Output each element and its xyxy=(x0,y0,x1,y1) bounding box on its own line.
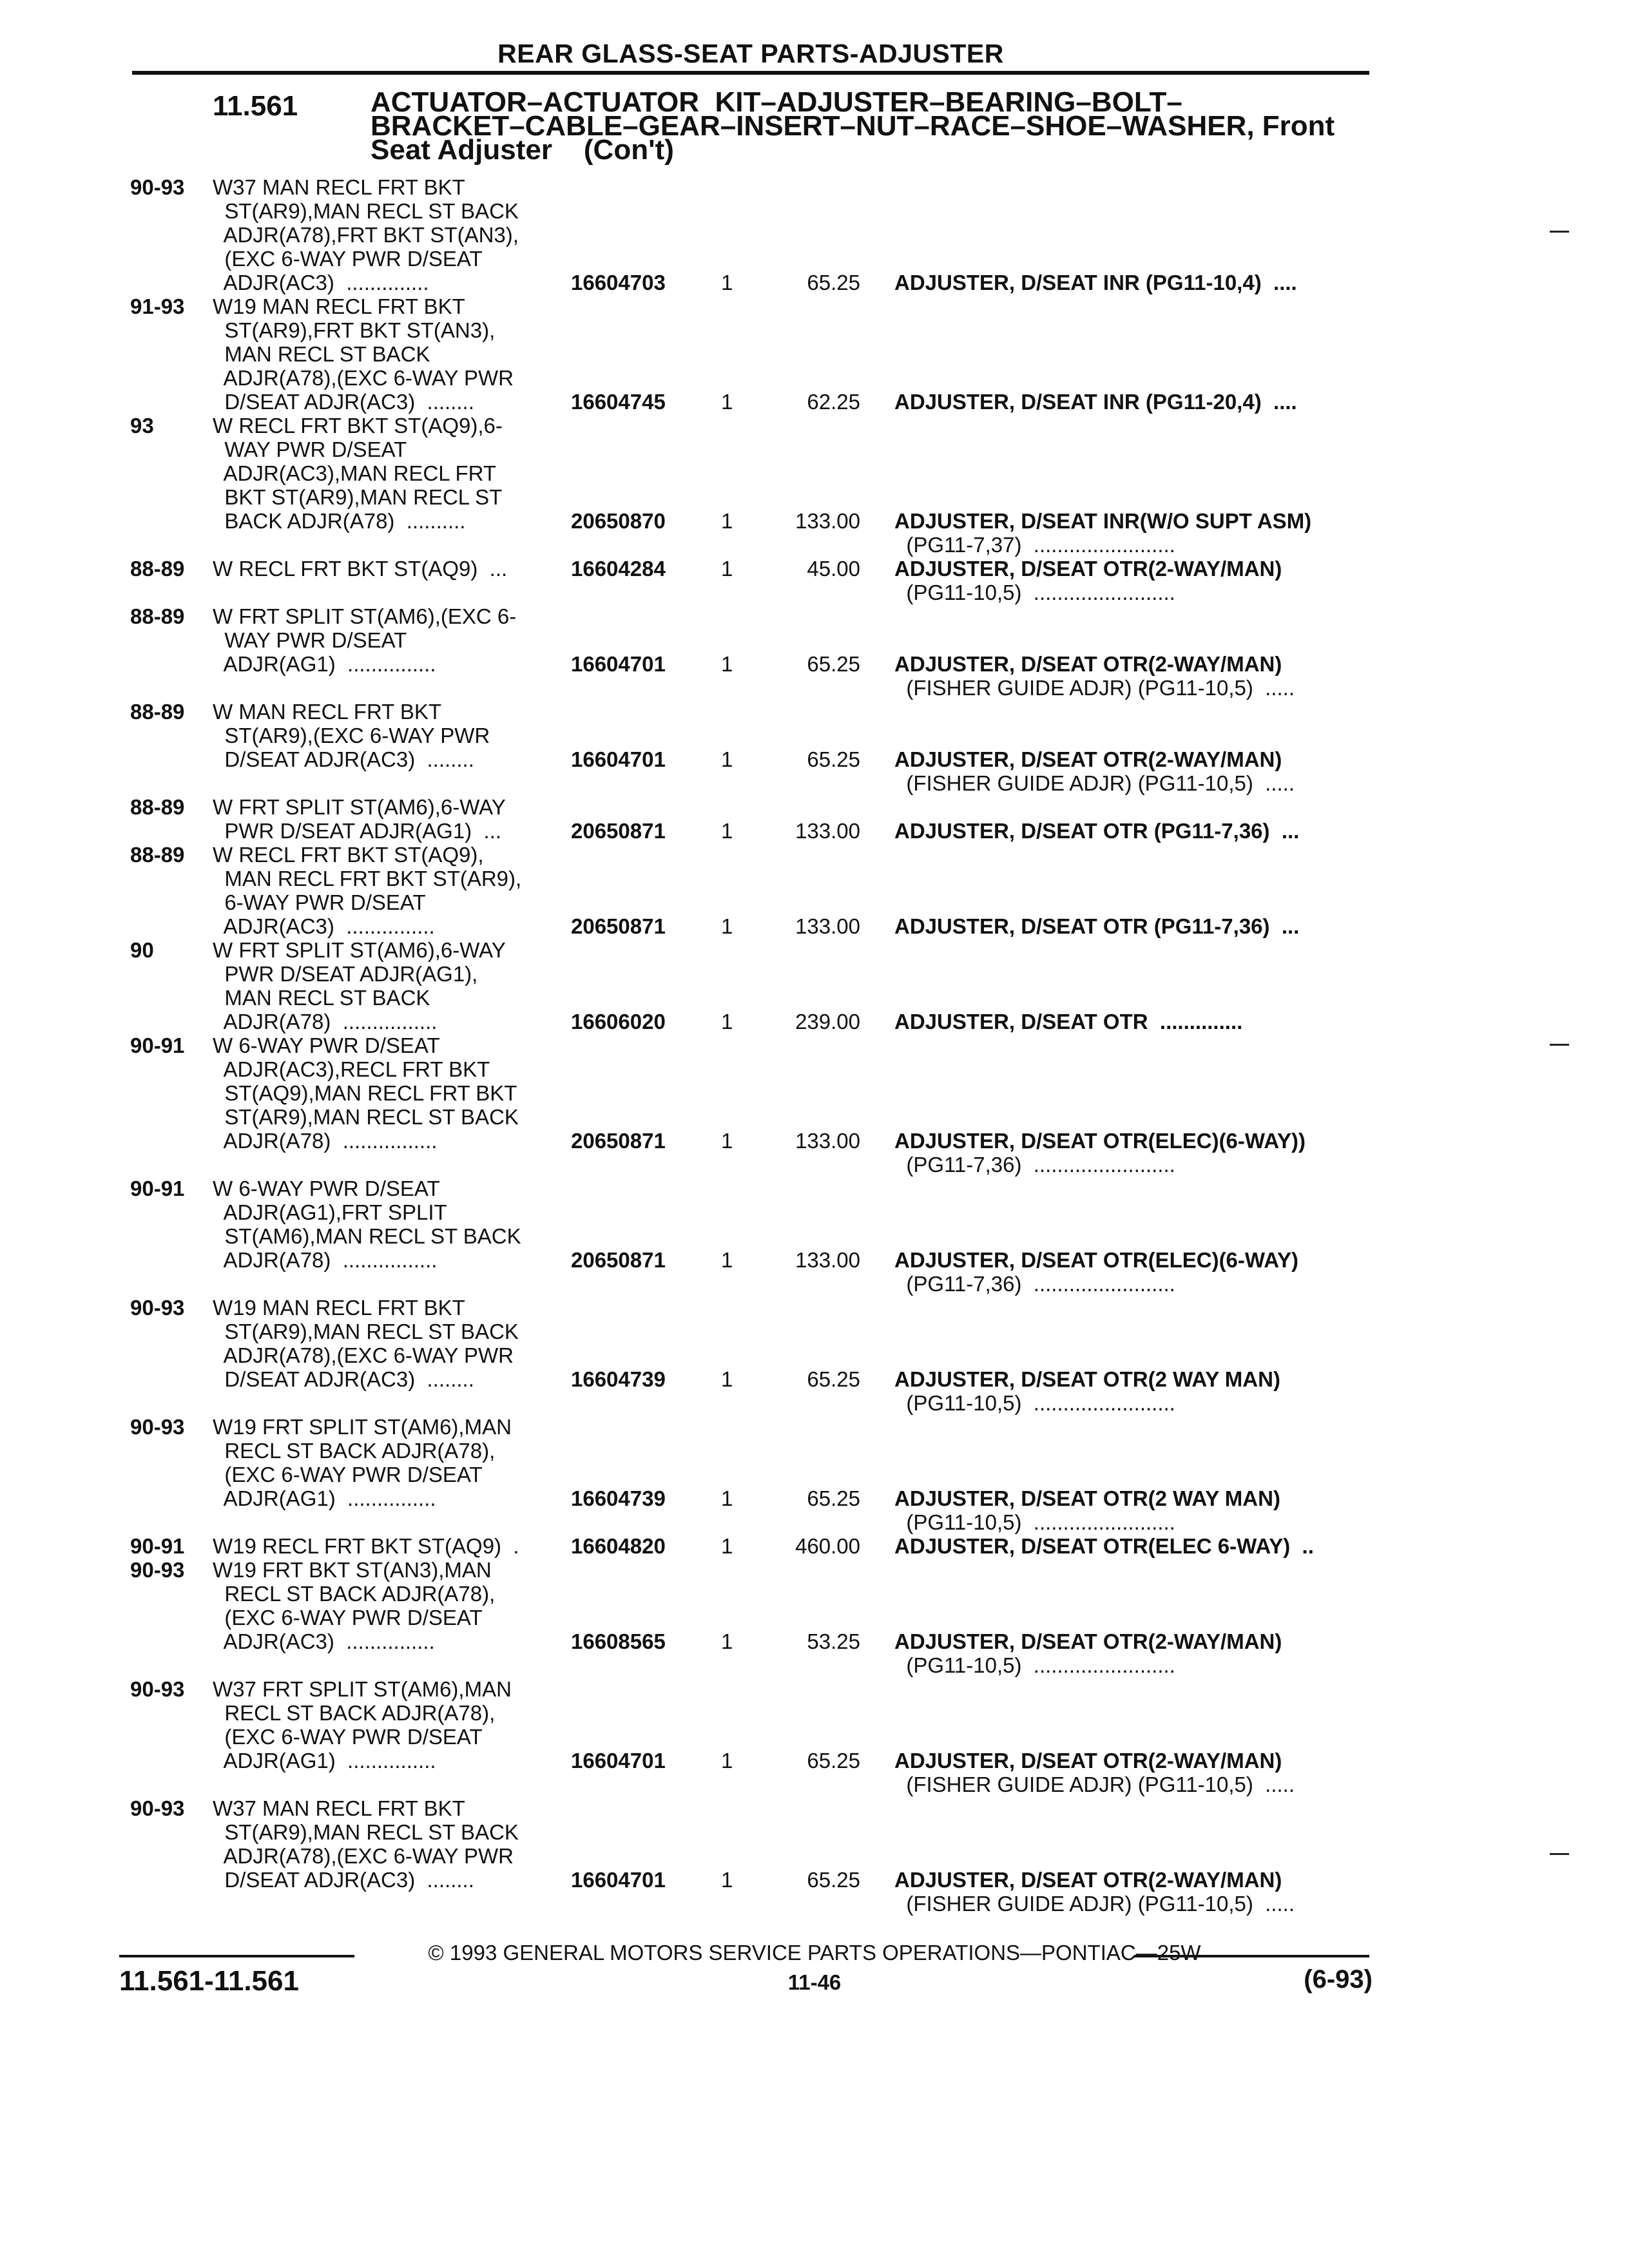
section-title xyxy=(371,86,1335,166)
price: 65.25 xyxy=(807,652,860,676)
line-text: MAN RECL ST BACK xyxy=(213,986,430,1010)
price: 65.25 xyxy=(807,1868,860,1892)
section-number: 11.561 xyxy=(213,90,298,122)
price: 62.25 xyxy=(807,390,860,414)
line-text: (PG11-10,5) ........................ xyxy=(894,1653,1175,1677)
line-text: ADJUSTER, D/SEAT OTR(2-WAY/MAN) xyxy=(894,747,1282,771)
line-text: ADJR(A78),(EXC 6-WAY PWR xyxy=(213,1844,514,1868)
part-number: 16604701 xyxy=(571,652,666,676)
part-number: 16608565 xyxy=(571,1629,666,1653)
line-text: ADJR(A78),FRT BKT ST(AN3), xyxy=(213,223,519,247)
quantity: 1 xyxy=(721,271,733,294)
part-entry xyxy=(0,294,1629,414)
line-text: W 6-WAY PWR D/SEAT xyxy=(213,1033,440,1057)
model-years: 90-93 xyxy=(130,1677,185,1701)
line-text: W RECL FRT BKT ST(AQ9),6- xyxy=(213,414,503,437)
margin-mark xyxy=(1550,231,1569,233)
quantity: 1 xyxy=(721,1367,733,1391)
line-text: ADJR(AC3) ............... xyxy=(213,1629,435,1653)
line-text: W37 MAN RECL FRT BKT xyxy=(213,175,465,199)
part-name xyxy=(894,1248,1298,1296)
model-years: 88-89 xyxy=(130,557,185,581)
usage-description xyxy=(213,1296,519,1391)
line-text: D/SEAT ADJR(AC3) ........ xyxy=(213,1868,474,1892)
part-entry xyxy=(0,1415,1629,1534)
line-text: PWR D/SEAT ADJR(AG1) ... xyxy=(213,819,502,843)
line-text: PWR D/SEAT ADJR(AG1), xyxy=(213,962,478,986)
usage-description xyxy=(213,175,519,294)
line-text: BKT ST(AR9),MAN RECL ST xyxy=(213,485,503,509)
line-text: ADJUSTER, D/SEAT OTR(2-WAY/MAN) xyxy=(894,557,1282,581)
line-text: (PG11-10,5) ........................ xyxy=(894,1391,1175,1415)
line-text: ADJUSTER, D/SEAT OTR(ELEC 6-WAY) .. xyxy=(894,1534,1314,1558)
part-entry xyxy=(0,1558,1629,1677)
line-text: ADJR(AG1) ............... xyxy=(213,1749,436,1773)
line-text: ST(AR9),MAN RECL ST BACK xyxy=(213,199,519,223)
part-name xyxy=(894,509,1311,557)
model-years: 90-91 xyxy=(130,1033,185,1057)
footer-date-code: (6-93) xyxy=(1304,1965,1373,1994)
model-years: 88-89 xyxy=(130,795,185,819)
line-text: W37 FRT SPLIT ST(AM6),MAN xyxy=(213,1677,512,1701)
line-text: W FRT SPLIT ST(AM6),6-WAY xyxy=(213,795,506,819)
quantity: 1 xyxy=(721,1629,733,1653)
part-number: 16604739 xyxy=(571,1367,666,1391)
price: 133.00 xyxy=(795,1129,860,1153)
line-text: W19 MAN RECL FRT BKT xyxy=(213,294,465,318)
usage-description xyxy=(213,1677,512,1773)
line-text: ADJR(AC3),RECL FRT BKT xyxy=(213,1057,490,1081)
line-text: D/SEAT ADJR(AC3) ........ xyxy=(213,1367,474,1391)
line-text: ADJUSTER, D/SEAT OTR (PG11-7,36) ... xyxy=(894,914,1300,938)
line-text: ADJR(AG1) ............... xyxy=(213,1486,436,1510)
usage-description xyxy=(213,1796,519,1892)
line-text: ST(AM6),MAN RECL ST BACK xyxy=(213,1224,521,1248)
quantity: 1 xyxy=(721,819,733,843)
price: 65.25 xyxy=(807,1486,860,1510)
line-text: W19 FRT BKT ST(AN3),MAN xyxy=(213,1558,492,1582)
part-entry xyxy=(0,175,1629,294)
model-years: 88-89 xyxy=(130,700,185,724)
model-years: 90-93 xyxy=(130,175,185,199)
line-text: (PG11-10,5) ........................ xyxy=(894,1510,1175,1534)
line-text: BACK ADJR(A78) .......... xyxy=(213,509,466,533)
part-name xyxy=(894,390,1297,414)
quantity: 1 xyxy=(721,1010,733,1033)
usage-description xyxy=(213,938,506,1033)
section-title-line: Seat Adjuster (Con't) xyxy=(371,134,674,166)
line-text: ADJR(A78),(EXC 6-WAY PWR xyxy=(213,366,514,390)
section-title-line: BRACKET–CABLE–GEAR–INSERT–NUT–RACE–SHOE–WASHER, Front xyxy=(371,110,1335,142)
part-number: 16604820 xyxy=(571,1534,666,1558)
part-entry xyxy=(0,557,1629,604)
line-text: (EXC 6-WAY PWR D/SEAT xyxy=(213,1606,483,1629)
line-text: ST(AR9),MAN RECL ST BACK xyxy=(213,1820,519,1844)
line-text: 6-WAY PWR D/SEAT xyxy=(213,890,426,914)
quantity: 1 xyxy=(721,1534,733,1558)
model-years: 90-91 xyxy=(130,1177,185,1200)
quantity: 1 xyxy=(721,1868,733,1892)
part-name xyxy=(894,914,1299,938)
quantity: 1 xyxy=(721,1749,733,1773)
quantity: 1 xyxy=(721,914,733,938)
line-text: (FISHER GUIDE ADJR) (PG11-10,5) ..... xyxy=(894,676,1295,700)
model-years: 91-93 xyxy=(130,294,185,318)
part-number: 16604701 xyxy=(571,1749,666,1773)
model-years: 93 xyxy=(130,414,154,437)
part-number: 20650871 xyxy=(571,1248,666,1272)
price: 133.00 xyxy=(795,914,860,938)
part-entry xyxy=(0,1033,1629,1177)
line-text: W19 MAN RECL FRT BKT xyxy=(213,1296,465,1320)
part-number: 20650871 xyxy=(571,914,666,938)
part-entry xyxy=(0,604,1629,700)
usage-description xyxy=(213,1033,519,1153)
line-text: ADJR(AG1),FRT SPLIT xyxy=(213,1200,447,1224)
line-text: RECL ST BACK ADJR(A78), xyxy=(213,1439,496,1463)
line-text: ADJR(A78) ................ xyxy=(213,1248,438,1272)
line-text: ST(AR9),(EXC 6-WAY PWR xyxy=(213,724,490,747)
line-text: (EXC 6-WAY PWR D/SEAT xyxy=(213,1725,483,1749)
price: 65.25 xyxy=(807,747,860,771)
line-text: D/SEAT ADJR(AC3) ........ xyxy=(213,747,474,771)
usage-description xyxy=(213,1558,495,1653)
line-text: WAY PWR D/SEAT xyxy=(213,628,407,652)
usage-description xyxy=(213,700,490,771)
part-name xyxy=(894,1010,1242,1033)
line-text: ADJUSTER, D/SEAT OTR (PG11-7,36) ... xyxy=(894,819,1300,843)
quantity: 1 xyxy=(721,1486,733,1510)
line-text: RECL ST BACK ADJR(A78), xyxy=(213,1701,496,1725)
part-number: 16604739 xyxy=(571,1486,666,1510)
usage-description xyxy=(213,1534,519,1558)
line-text: WAY PWR D/SEAT xyxy=(213,437,407,461)
line-text: ADJR(A78) ................ xyxy=(213,1129,438,1153)
price: 45.00 xyxy=(807,557,860,581)
part-number: 20650871 xyxy=(571,1129,666,1153)
margin-mark xyxy=(1550,1853,1569,1855)
part-name xyxy=(894,1486,1280,1534)
line-text: (PG11-10,5) ........................ xyxy=(894,581,1175,604)
line-text: (EXC 6-WAY PWR D/SEAT xyxy=(213,247,483,271)
line-text: ADJUSTER, D/SEAT INR (PG11-10,4) .... xyxy=(894,271,1297,294)
line-text: (FISHER GUIDE ADJR) (PG11-10,5) ..... xyxy=(894,1892,1295,1916)
line-text: W37 MAN RECL FRT BKT xyxy=(213,1796,465,1820)
part-entry xyxy=(0,795,1629,843)
part-name xyxy=(894,747,1295,795)
part-number: 16604284 xyxy=(571,557,666,581)
part-entry xyxy=(0,938,1629,1033)
quantity: 1 xyxy=(721,509,733,533)
part-entry xyxy=(0,1177,1629,1296)
part-entry xyxy=(0,843,1629,938)
part-entry xyxy=(0,414,1629,557)
part-entry xyxy=(0,1534,1629,1558)
part-number: 20650871 xyxy=(571,819,666,843)
usage-description xyxy=(213,795,506,843)
part-name xyxy=(894,1749,1295,1796)
line-text: MAN RECL ST BACK xyxy=(213,342,430,366)
page-header-title: REAR GLASS-SEAT PARTS-ADJUSTER xyxy=(497,39,1004,68)
line-text: ADJR(A78) ................ xyxy=(213,1010,438,1033)
line-text: ADJUSTER, D/SEAT OTR(2-WAY/MAN) xyxy=(894,1749,1282,1773)
usage-description xyxy=(213,604,516,676)
part-name xyxy=(894,1868,1295,1916)
copyright-line: © 1993 GENERAL MOTORS SERVICE PARTS OPERATIONS—PONTIAC—25W xyxy=(428,1941,1201,1965)
line-text: (FISHER GUIDE ADJR) (PG11-10,5) ..... xyxy=(894,1773,1295,1796)
part-number: 20650870 xyxy=(571,509,666,533)
part-number: 16604701 xyxy=(571,1868,666,1892)
line-text: ADJUSTER, D/SEAT OTR(ELEC)(6-WAY) xyxy=(894,1248,1299,1272)
quantity: 1 xyxy=(721,390,733,414)
line-text: (FISHER GUIDE ADJR) (PG11-10,5) ..... xyxy=(894,771,1295,795)
line-text: ADJUSTER, D/SEAT OTR(2-WAY/MAN) xyxy=(894,1629,1282,1653)
line-text: W 6-WAY PWR D/SEAT xyxy=(213,1177,440,1200)
price: 53.25 xyxy=(807,1629,860,1653)
usage-description xyxy=(213,557,507,581)
line-text: (PG11-7,36) ........................ xyxy=(894,1153,1175,1177)
line-text: W FRT SPLIT ST(AM6),(EXC 6- xyxy=(213,604,517,628)
line-text: W MAN RECL FRT BKT xyxy=(213,700,442,724)
part-entry xyxy=(0,1796,1629,1916)
line-text: W RECL FRT BKT ST(AQ9), xyxy=(213,843,484,867)
usage-description xyxy=(213,294,514,414)
quantity: 1 xyxy=(721,652,733,676)
part-entry xyxy=(0,1296,1629,1415)
header-rule xyxy=(132,71,1369,75)
model-years: 88-89 xyxy=(130,604,185,628)
model-years: 90-93 xyxy=(130,1415,185,1439)
price: 65.25 xyxy=(807,1749,860,1773)
line-text: ADJUSTER, D/SEAT OTR .............. xyxy=(894,1010,1243,1033)
line-text: MAN RECL FRT BKT ST(AR9), xyxy=(213,867,522,890)
usage-description xyxy=(213,414,503,533)
line-text: W19 FRT SPLIT ST(AM6),MAN xyxy=(213,1415,512,1439)
line-text: W FRT SPLIT ST(AM6),6-WAY xyxy=(213,938,506,962)
part-number: 16606020 xyxy=(571,1010,666,1033)
line-text: (EXC 6-WAY PWR D/SEAT xyxy=(213,1463,483,1486)
model-years: 90 xyxy=(130,938,154,962)
line-text: ADJR(AC3) .............. xyxy=(213,271,429,294)
usage-description xyxy=(213,843,521,938)
margin-mark xyxy=(1550,1044,1569,1046)
model-years: 90-91 xyxy=(130,1534,185,1558)
usage-description xyxy=(213,1177,521,1272)
model-years: 90-93 xyxy=(130,1558,185,1582)
line-text: D/SEAT ADJR(AC3) ........ xyxy=(213,390,474,414)
line-text: ADJR(A78),(EXC 6-WAY PWR xyxy=(213,1343,514,1367)
line-text: ADJR(AG1) ............... xyxy=(213,652,436,676)
model-years: 90-93 xyxy=(130,1296,185,1320)
footer-page-number: 11-46 xyxy=(787,1970,842,1994)
part-name xyxy=(894,1367,1280,1415)
price: 239.00 xyxy=(795,1010,860,1033)
part-name xyxy=(894,1534,1314,1558)
line-text: ADJUSTER, D/SEAT OTR(2-WAY/MAN) xyxy=(894,1868,1282,1892)
quantity: 1 xyxy=(721,1248,733,1272)
part-number: 16604701 xyxy=(571,747,666,771)
parts-list xyxy=(0,175,1629,1916)
line-text: ADJR(AC3),MAN RECL FRT xyxy=(213,461,497,485)
price: 65.25 xyxy=(807,1367,860,1391)
model-years: 88-89 xyxy=(130,843,185,867)
line-text: (PG11-7,36) ........................ xyxy=(894,1272,1175,1296)
quantity: 1 xyxy=(721,1129,733,1153)
part-number: 16604703 xyxy=(571,271,666,294)
usage-description xyxy=(213,1415,512,1510)
line-text: W19 RECL FRT BKT ST(AQ9) . xyxy=(213,1534,519,1558)
line-text: ST(AR9),MAN RECL ST BACK xyxy=(213,1105,519,1129)
line-text: ADJR(AC3) ............... xyxy=(213,914,435,938)
part-name xyxy=(894,652,1295,700)
part-name xyxy=(894,1629,1282,1677)
part-number: 16604745 xyxy=(571,390,666,414)
part-name xyxy=(894,557,1282,604)
price: 460.00 xyxy=(795,1534,860,1558)
line-text: ADJUSTER, D/SEAT INR(W/O SUPT ASM) xyxy=(894,509,1312,533)
part-entry xyxy=(0,700,1629,795)
line-text: ADJUSTER, D/SEAT OTR(ELEC)(6-WAY)) xyxy=(894,1129,1306,1153)
line-text: ADJUSTER, D/SEAT OTR(2 WAY MAN) xyxy=(894,1486,1280,1510)
part-name xyxy=(894,819,1299,843)
model-years: 90-93 xyxy=(130,1796,185,1820)
line-text: ST(AR9),FRT BKT ST(AN3), xyxy=(213,318,496,342)
quantity: 1 xyxy=(721,557,733,581)
price: 133.00 xyxy=(795,1248,860,1272)
price: 133.00 xyxy=(795,509,860,533)
part-name xyxy=(894,1129,1306,1177)
part-entry xyxy=(0,1677,1629,1796)
line-text: ST(AQ9),MAN RECL FRT BKT xyxy=(213,1081,517,1105)
part-name xyxy=(894,271,1297,294)
footer-section-range: 11.561-11.561 xyxy=(119,1965,299,1997)
line-text: ST(AR9),MAN RECL ST BACK xyxy=(213,1320,519,1343)
line-text: W RECL FRT BKT ST(AQ9) ... xyxy=(213,557,508,581)
line-text: ADJUSTER, D/SEAT OTR(2-WAY/MAN) xyxy=(894,652,1282,676)
quantity: 1 xyxy=(721,747,733,771)
line-text: ADJUSTER, D/SEAT INR (PG11-20,4) .... xyxy=(894,390,1297,414)
line-text: RECL ST BACK ADJR(A78), xyxy=(213,1582,496,1606)
line-text: ADJUSTER, D/SEAT OTR(2 WAY MAN) xyxy=(894,1367,1280,1391)
section-title-line: ACTUATOR–ACTUATOR KIT–ADJUSTER–BEARING–BOLT– xyxy=(371,86,1182,118)
line-text: (PG11-7,37) ........................ xyxy=(894,533,1175,557)
price: 65.25 xyxy=(807,271,860,294)
price: 133.00 xyxy=(795,819,860,843)
